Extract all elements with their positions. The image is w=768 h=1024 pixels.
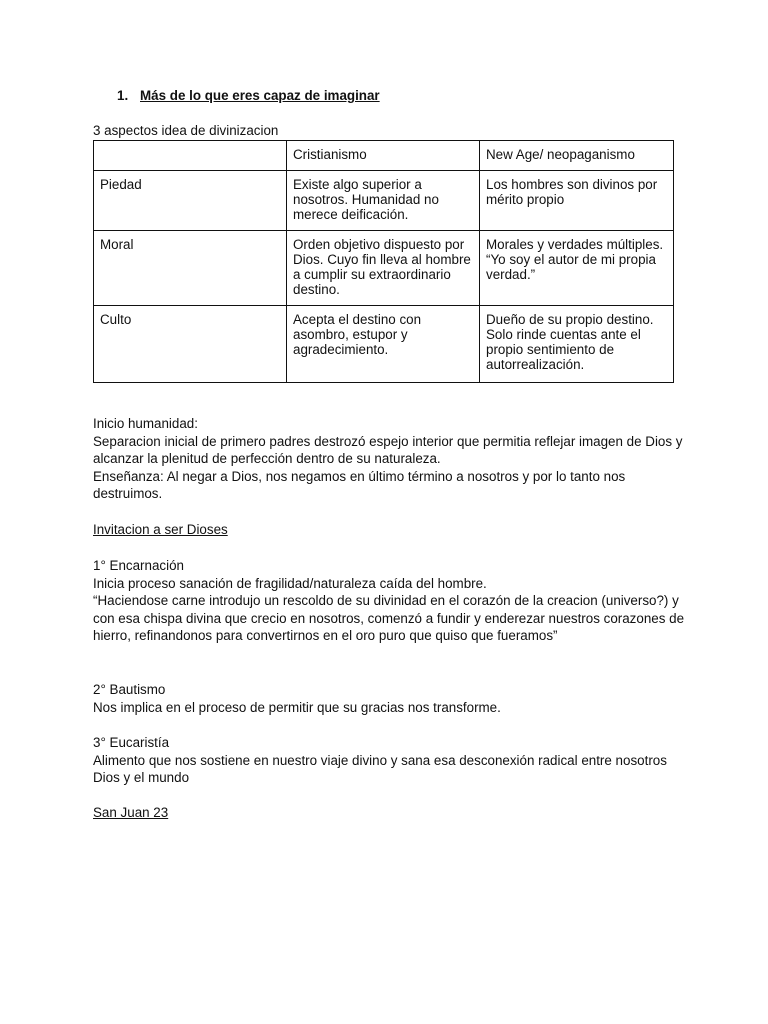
encarnacion-paragraph: Inicia proceso sanación de fragilidad/naturaleza caída del hombre. xyxy=(93,575,487,591)
table-cell: Dueño de su propio destino. Solo rinde cuentas ante el propio sentimiento de autorrealización. xyxy=(480,306,674,383)
table-cell: Moral xyxy=(94,231,287,306)
inicio-title: Inicio humanidad: xyxy=(93,416,198,431)
table-cell: Morales y verdades múltiples. “Yo soy el autor de mi propia verdad.” xyxy=(480,231,674,306)
inicio-paragraph: Separacion inicial de primero padres destrozó espejo interior que permitia reflejar imagen de Dios y alcanzar la plenitud de perfección dentro de su naturaleza. xyxy=(93,433,683,467)
invitacion-section xyxy=(93,521,693,539)
table-cell: Culto xyxy=(94,306,287,383)
invitacion-title: Invitacion a ser Dioses xyxy=(93,522,228,537)
bautismo-title: 2° Bautismo xyxy=(93,682,166,697)
table-row xyxy=(94,231,674,306)
encarnacion-quote: “Haciendose carne introdujo un rescoldo de su divinidad en el corazón de la creacion (universo?) y con esa chispa divina que crecio en nosotros, comenzó a fundir y enderezar nuestros corazones de hierro, refinandonos para convertirnos en el oro puro que quiso que fueramos” xyxy=(93,593,685,644)
divinization-table xyxy=(93,140,674,383)
footer-section xyxy=(93,804,693,822)
table-header-cell: New Age/ neopaganismo xyxy=(480,141,674,171)
eucaristia-paragraph: Alimento que nos sostiene en nuestro viaje divino y sana esa desconexión radical entre nosotros Dios y el mundo xyxy=(93,752,667,786)
table-header-cell: Cristianismo xyxy=(287,141,480,171)
inicio-section xyxy=(93,415,693,503)
table-cell: Los hombres son divinos por mérito propio xyxy=(480,171,674,231)
bautismo-section xyxy=(93,681,693,716)
eucaristia-section xyxy=(93,734,693,787)
encarnacion-section xyxy=(93,557,693,645)
eucaristia-title: 3° Eucaristía xyxy=(93,735,170,750)
heading-number: 1. xyxy=(117,88,129,103)
table-header-cell xyxy=(94,141,287,171)
san-juan-link[interactable]: San Juan 23 xyxy=(93,805,169,820)
encarnacion-title: 1° Encarnación xyxy=(93,558,184,573)
bautismo-paragraph: Nos implica en el proceso de permitir que su gracias nos transforme. xyxy=(93,699,501,715)
table-cell: Piedad xyxy=(94,171,287,231)
table-caption: 3 aspectos idea de divinizacion xyxy=(93,123,279,138)
section-heading xyxy=(117,87,380,104)
table-cell: Orden objetivo dispuesto por Dios. Cuyo fin lleva al hombre a cumplir su extraordinario destino. xyxy=(287,231,480,306)
table-row xyxy=(94,171,674,231)
inicio-ensenanza: Enseñanza: Al negar a Dios, nos negamos en último término a nosotros y por lo tanto nos destruimos. xyxy=(93,468,626,502)
heading-title: Más de lo que eres capaz de imaginar xyxy=(140,88,380,103)
table-cell: Existe algo superior a nosotros. Humanidad no merece deificación. xyxy=(287,171,480,231)
table-cell: Acepta el destino con asombro, estupor y agradecimiento. xyxy=(287,306,480,383)
table-row xyxy=(94,306,674,383)
table-header-row xyxy=(94,141,674,171)
